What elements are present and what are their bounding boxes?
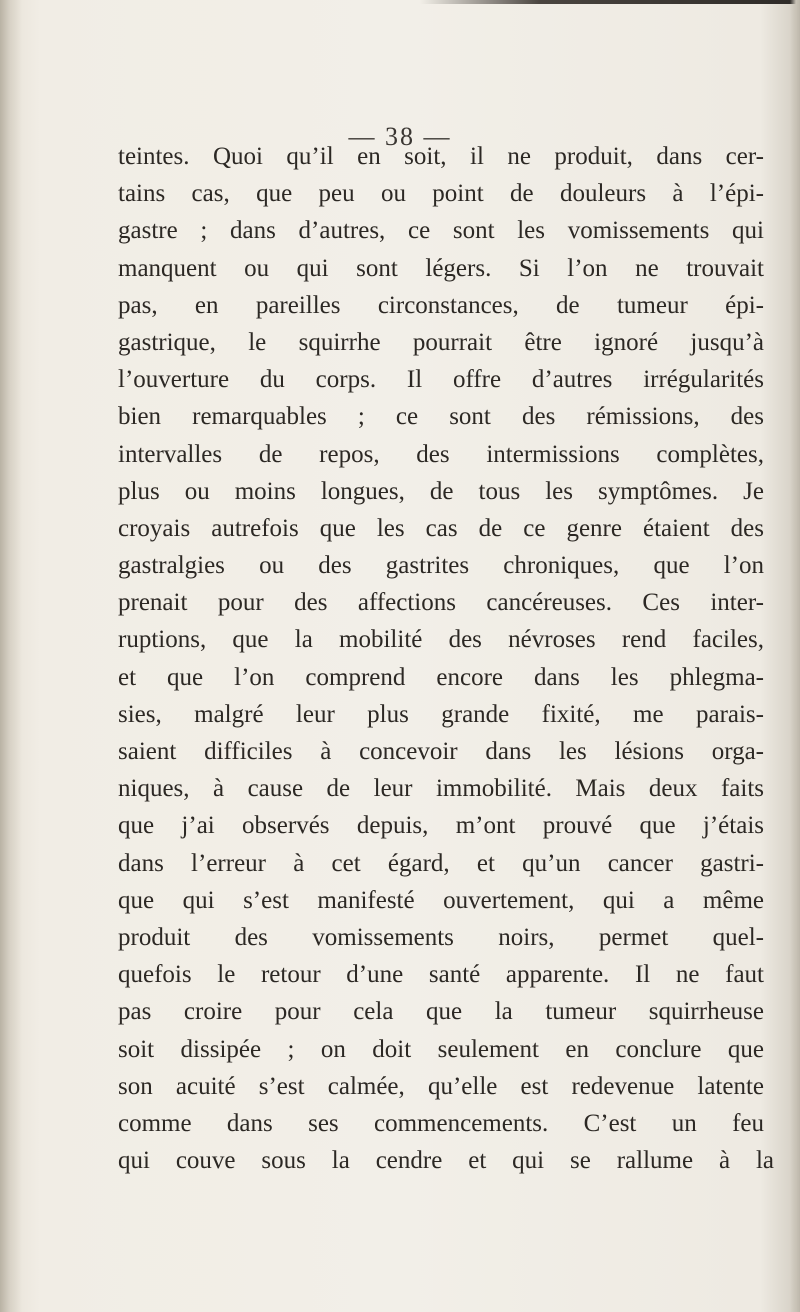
page-number-header: — 38 — — [348, 122, 452, 151]
body-text — [118, 138, 794, 1179]
text-line: bien remarquables ; ce sont des rémissions, des — [118, 403, 764, 431]
text-line: l’ouverture du corps. Il offre d’autres irrégularités — [118, 366, 764, 394]
text-line: prenait pour des affections cancéreuses. Ces inter- — [118, 589, 764, 617]
text-line: produit des vomissements noirs, permet quel- — [118, 923, 764, 951]
text-line: gastrique, le squirrhe pourrait être ignoré jusqu’à — [118, 328, 764, 356]
text-line: saient difficiles à concevoir dans les lésions orga- — [118, 738, 764, 765]
page-gutter-shadow — [0, 0, 22, 1312]
text-line: qui couve sous la cendre et qui se rallume à la — [118, 1147, 774, 1175]
text-line: gastralgies ou des gastrites chroniques, que l’on — [118, 552, 764, 580]
text-line: et que l’on comprend encore dans les phlegma- — [118, 663, 764, 691]
text-line: niques, à cause de leur immobilité. Mais deux faits — [118, 775, 764, 803]
text-line: intervalles de repos, des intermissions complètes, — [118, 440, 764, 468]
text-line: plus ou moins longues, de tous les symptômes. Je — [118, 477, 764, 505]
text-line: comme dans ses commencements. C’est un feu — [118, 1109, 764, 1137]
text-line: sies, malgré leur plus grande fixité, me parais- — [118, 700, 764, 728]
text-line: gastre ; dans d’autres, ce sont les vomissements qui — [118, 217, 764, 245]
text-line: ruptions, que la mobilité des névroses rend faciles, — [118, 626, 764, 654]
text-line: tains cas, que peu ou point de douleurs à l’épi- — [118, 180, 764, 208]
text-line: soit dissipée ; on doit seulement en conclure que — [118, 1035, 764, 1063]
text-line: teintes. Quoi qu’il en soit, il ne produit, dans cer- — [118, 143, 764, 170]
text-line: son acuité s’est calmée, qu’elle est redevenue latente — [118, 1072, 764, 1100]
text-line: pas croire pour cela que la tumeur squirrheuse — [118, 998, 764, 1026]
text-line: manquent ou qui sont légers. Si l’on ne trouvait — [118, 254, 764, 282]
text-line: quefois le retour d’une santé apparente. Il ne faut — [118, 961, 764, 989]
text-line: dans l’erreur à cet égard, et qu’un cancer gastri- — [118, 849, 764, 877]
text-line: que qui s’est manifesté ouvertement, qui a même — [118, 886, 764, 914]
text-line: que j’ai observés depuis, m’ont prouvé que j’étais — [118, 812, 764, 840]
text-line: pas, en pareilles circonstances, de tumeur épi- — [118, 291, 764, 319]
text-line: croyais autrefois que les cas de ce genre étaient des — [118, 514, 764, 542]
page-top-edge — [420, 0, 800, 4]
